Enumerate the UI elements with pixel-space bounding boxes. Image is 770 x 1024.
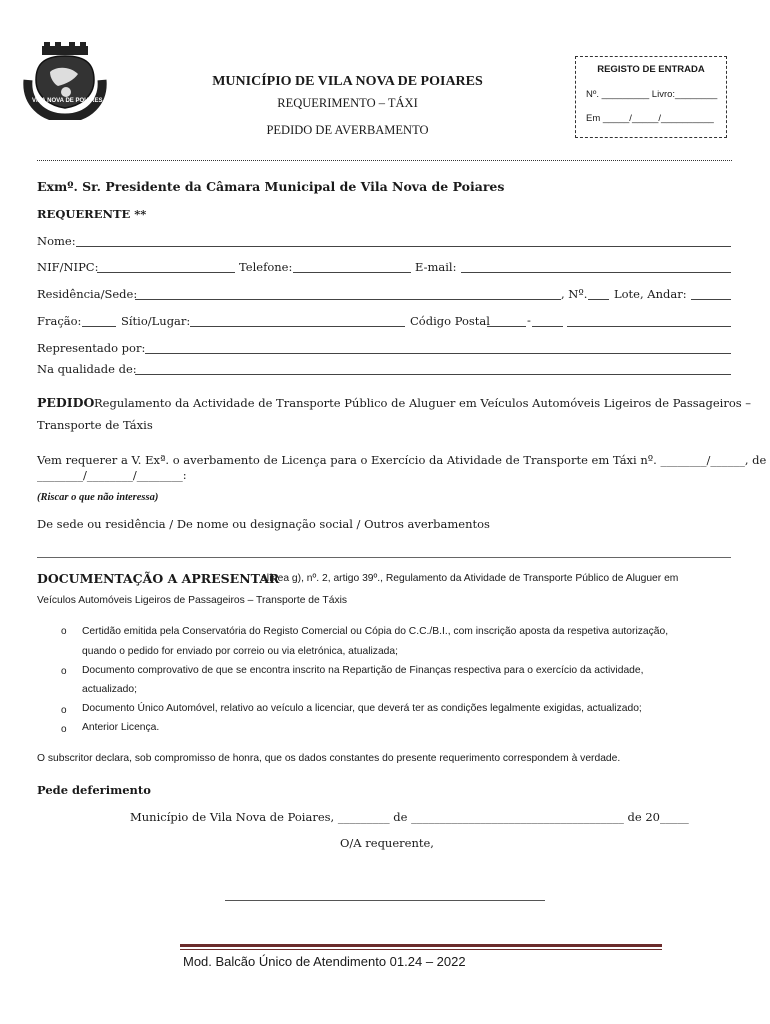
representado-label: Representado por:	[37, 341, 146, 355]
codigo-postal-field-2[interactable]	[532, 326, 563, 327]
crest-motto: VILA NOVA DE POIARES	[32, 98, 103, 104]
localidade-field[interactable]	[567, 326, 731, 327]
riscar-note: (Riscar o que não interessa)	[37, 492, 159, 503]
qualidade-label: Na qualidade de:	[37, 362, 137, 376]
requerente-signature-label: O/A requerente,	[340, 836, 434, 850]
sitio-field[interactable]	[190, 326, 405, 327]
telefone-label: Telefone:	[239, 260, 293, 274]
registo-title: REGISTO DE ENTRADA	[597, 64, 705, 75]
page-title: MUNICÍPIO DE VILA NOVA DE POIARES	[212, 74, 483, 89]
declaration: O subscritor declara, sob compromisso de honra, que os dados constantes do presente requerimento correspondem à verdade.	[37, 753, 621, 764]
doc-item-1-line1: Certidão emitida pela Conservatória do Registo Comercial ou Cópia do C.C./B.I., com inscrição aposta da respetiva autorização,	[82, 626, 669, 637]
documentacao-ref-line1: alínea g), nº. 2, artigo 39º., Regulamento da Atividade de Transporte Público de Aluguer em	[261, 573, 679, 584]
footer-rule-thin	[180, 949, 662, 950]
residencia-field[interactable]	[135, 299, 561, 300]
email-field[interactable]	[461, 272, 731, 273]
fracao-field[interactable]	[82, 326, 116, 327]
pedido-text-line1: Regulamento da Actividade de Transporte Público de Aluguer em Veículos Automóveis Ligeiros de Passageiros –	[94, 396, 752, 410]
doc-item-2-line1: Documento comprovativo de que se encontra inscrito na Repartição de Finanças respectiva para o exercício da actividade,	[82, 665, 644, 676]
header-divider	[37, 160, 732, 161]
fracao-label: Fração:	[37, 314, 82, 328]
residencia-label: Residência/Sede:	[37, 287, 138, 301]
options-divider	[37, 557, 731, 558]
addressee: Exmº. Sr. Presidente da Câmara Municipal de Vila Nova de Poiares	[37, 179, 505, 194]
telefone-field[interactable]	[293, 272, 411, 273]
codigo-postal-dash: -	[527, 313, 531, 327]
list-bullet: o	[61, 626, 67, 637]
sitio-label: Sítio/Lugar:	[121, 314, 191, 328]
pedido-request-line1[interactable]: Vem requerer a V. Exª. o averbamento de Licença para o Exercício da Atividade de Transporte em Táxi nº. ________/______, de	[37, 453, 767, 467]
codigo-postal-field-1[interactable]	[487, 326, 526, 327]
numero-label: , Nº.	[561, 287, 588, 301]
qualidade-field[interactable]	[135, 374, 731, 375]
place-date-line[interactable]: Município de Vila Nova de Poiares, _________ de _____________________________________ de 20_____	[130, 810, 689, 824]
pedido-request-line2[interactable]: ________/________/________:	[37, 468, 187, 482]
registo-numero-livro[interactable]: Nº. _________ Livro:________	[586, 89, 718, 100]
pede-deferimento: Pede deferimento	[37, 783, 151, 797]
requerente-heading: REQUERENTE **	[37, 207, 147, 221]
signature-line[interactable]	[225, 900, 545, 901]
registo-data[interactable]: Em _____/_____/__________	[586, 113, 714, 124]
representado-field[interactable]	[145, 353, 731, 354]
lote-field[interactable]	[691, 299, 731, 300]
doc-item-4-line1: Anterior Licença.	[82, 722, 160, 733]
footer-rule	[180, 944, 662, 947]
municipal-crest-logo	[22, 40, 108, 120]
list-bullet: o	[61, 705, 67, 716]
form-name: PEDIDO DE AVERBAMENTO	[266, 123, 429, 137]
pedido-text-line2: Transporte de Táxis	[37, 418, 153, 432]
documentacao-heading: DOCUMENTAÇÃO A APRESENTAR	[37, 571, 280, 586]
email-label: E-mail:	[415, 260, 457, 274]
documentacao-ref-line2: Veículos Automóveis Ligeiros de Passageiros – Transporte de Táxis	[37, 595, 348, 606]
form-subtitle: REQUERIMENTO – TÁXI	[277, 96, 418, 110]
doc-item-3-line1: Documento Único Automóvel, relativo ao veículo a licenciar, que deverá ter as condições legalmente exigidas, actualizado;	[82, 703, 642, 714]
footer-text: Mod. Balcão Único de Atendimento 01.24 – 2022	[183, 954, 466, 969]
lote-label: Lote, Andar:	[614, 287, 687, 301]
numero-field[interactable]	[588, 299, 609, 300]
codigo-postal-label: Código Postal	[410, 314, 490, 328]
list-bullet: o	[61, 724, 67, 735]
nif-field[interactable]	[97, 272, 235, 273]
registo-entrada-box	[575, 56, 727, 138]
nif-label: NIF/NIPC:	[37, 260, 99, 274]
nome-field[interactable]	[76, 246, 731, 247]
doc-item-1-line2: quando o pedido for enviado por correio ou via eletrónica, atualizada;	[82, 646, 398, 657]
nome-label: Nome:	[37, 234, 76, 248]
list-bullet: o	[61, 666, 67, 677]
averbamento-options[interactable]: De sede ou residência / De nome ou designação social / Outros averbamentos	[37, 517, 490, 531]
doc-item-2-line2: actualizado;	[82, 684, 137, 695]
pedido-heading: PEDIDO	[37, 395, 95, 410]
